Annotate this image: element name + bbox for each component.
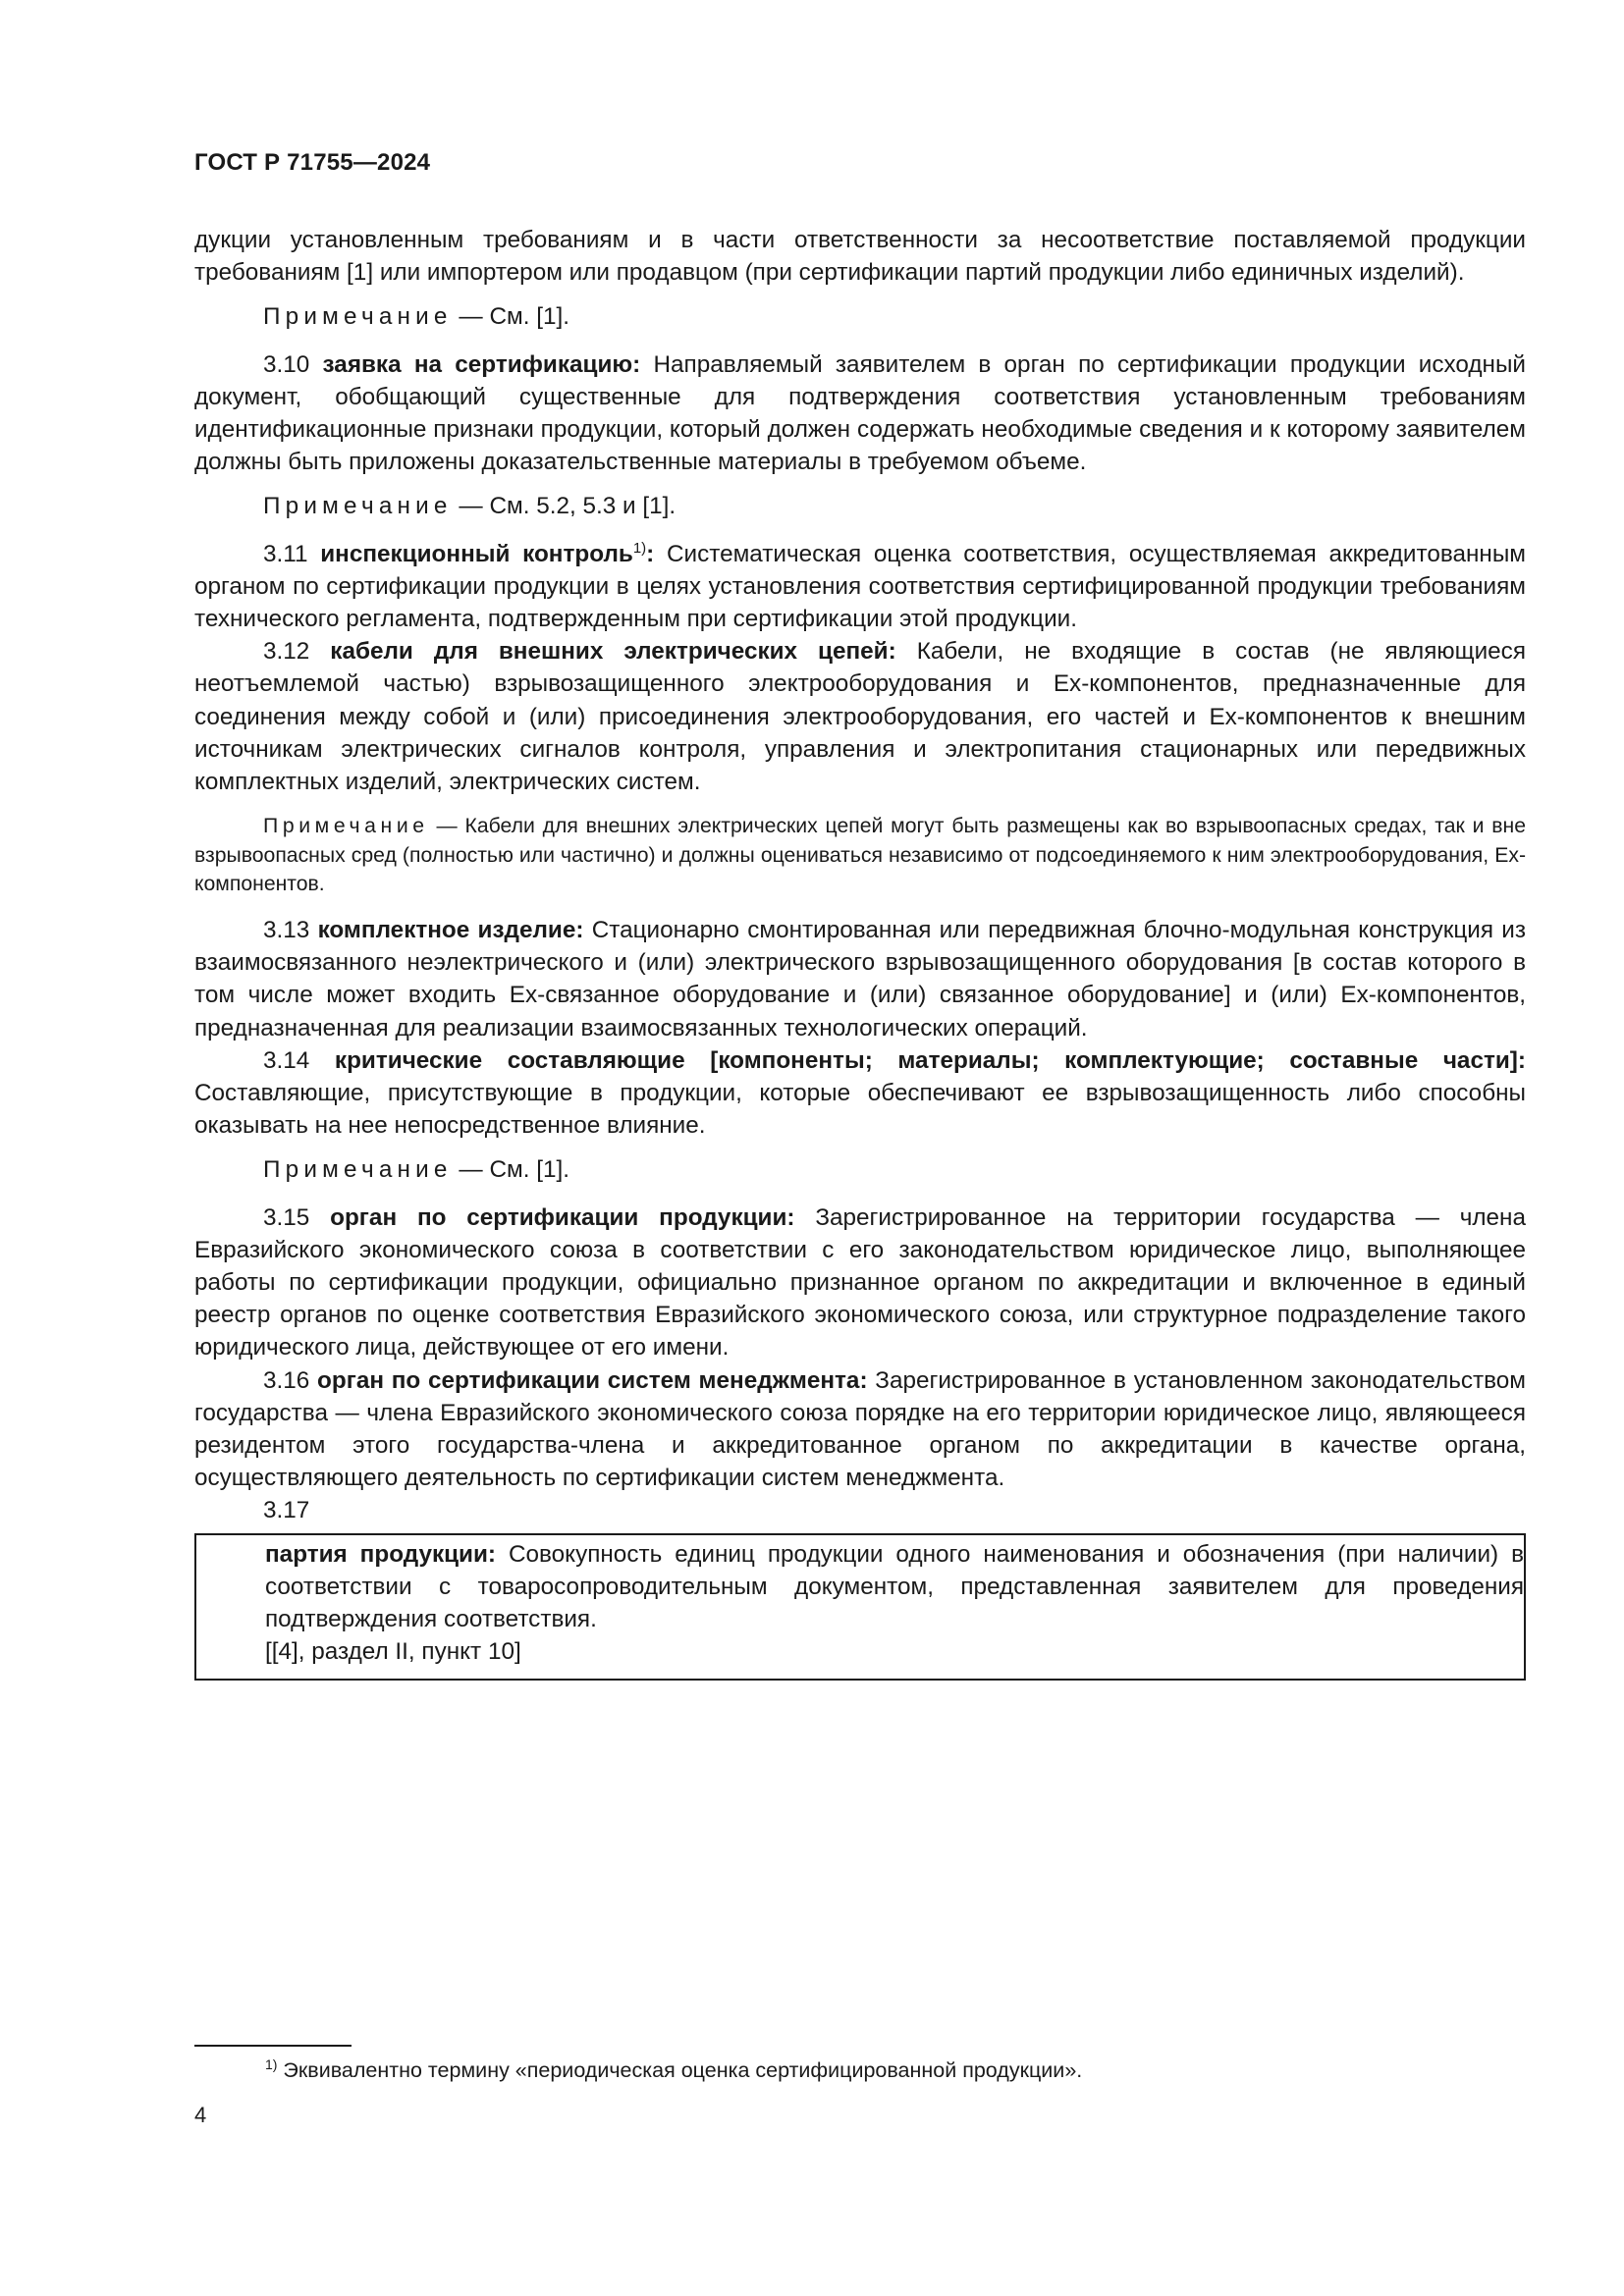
term-definition: Стационарно смонтированная или передвижная блочно-модульная конструкция из взаимосвязанного неэлектрического и (или) электрического взрывозащищенного оборудования [в состав которого в том числе может входить Ex-связанное оборудование и (или) связанное оборудование] и (или) Ex-компонентов, предназначенная для реализации взаимосвязанных технологических операций.	[194, 917, 1526, 1041]
term-3-12	[194, 635, 1526, 798]
term-3-11	[194, 538, 1526, 636]
term-name: партия продукции:	[265, 1540, 497, 1568]
term-colon: :	[646, 540, 655, 567]
note-text: — См. [1].	[459, 1156, 569, 1184]
term-source-reference: [[4], раздел II, пункт 10]	[265, 1638, 521, 1666]
term-3-17	[265, 1538, 1524, 1636]
term-number: 3.11	[263, 540, 308, 567]
term-number: 3.16	[263, 1366, 310, 1394]
term-name: кабели для внешних электрических цепей:	[330, 638, 896, 666]
term-number: 3.13	[263, 917, 310, 944]
note-label: Примечание	[263, 1156, 453, 1184]
term-3-16	[194, 1364, 1526, 1495]
term-name: заявка на сертификацию:	[322, 350, 641, 378]
term-name: орган по сертификации систем менеджмента:	[317, 1366, 868, 1394]
note-text: — См. [1].	[459, 303, 569, 331]
note-label: Примечание	[263, 303, 453, 331]
term-definition: Составляющие, присутствующие в продукции, которые обеспечивают ее взрывозащищенность либо способны оказывать на нее непосредственное влияние.	[194, 1080, 1526, 1140]
term-number: 3.15	[263, 1203, 310, 1231]
term-3-15	[194, 1201, 1526, 1364]
term-definition: Систематическая оценка соответствия, осуществляемая аккредитованным органом по сертификации продукции в целях установления соответствия сертифицированной продукции требованиям технического регламента, подтвержденным при сертификации этой продукции.	[194, 540, 1526, 633]
term-definition: Направляемый заявителем в орган по сертификации продукции исходный документ, обобщающий существенные для подтверждения соответствия установленным требованиям идентификационные признаки продукции, который должен содержать необходимые сведения и к которому заявителем должны быть приложены доказательственные материалы в требуемом объеме.	[194, 350, 1526, 476]
term-name: критические составляющие [компоненты; материалы; комплектующие; составные части]:	[334, 1046, 1526, 1074]
document-header: ГОСТ Р 71755—2024	[194, 149, 431, 176]
term-name: инспекционный контроль	[320, 540, 633, 567]
intro-paragraph: дукции установленным требованиям и в части ответственности за несоответствие поставляемой продукции требованиям [1] или импортером или продавцом (при сертификации партий продукции либо единичных изделий).	[194, 227, 1526, 287]
term-number: 3.14	[263, 1046, 310, 1074]
note-4	[194, 1153, 1526, 1186]
footnote-text: Эквивалентно термину «периодическая оценка сертифицированной продукции».	[277, 2058, 1083, 2082]
term-3-17-number: 3.17	[263, 1497, 310, 1524]
footnote-reference: 1)	[632, 539, 647, 557]
note-3	[194, 812, 1526, 899]
note-1	[194, 300, 1526, 333]
note-label: Примечание	[263, 815, 429, 838]
term-definition: Совокупность единиц продукции одного наименования и обозначения (при наличии) в соответствии с товаросопроводительным документом, представленная заявителем для проведения подтверждения соответствия.	[265, 1540, 1524, 1633]
footnote-mark: 1)	[265, 2056, 278, 2072]
note-2	[194, 490, 1526, 522]
note-text: — Кабели для внешних электрических цепей могут быть размещены как во взрывоопасных средах, так и вне взрывоопасных сред (полностью или частично) и должны оцениваться независимо от подсоединяемого к ним электрооборудования, Ex-компонентов.	[194, 815, 1526, 896]
footnote	[265, 2056, 1082, 2085]
term-3-13	[194, 914, 1526, 1044]
term-definition: Кабели, не входящие в состав (не являющиеся неотъемлемой частью) взрывозащищенного электрооборудования и Ex-компонентов, предназначенные для соединения между собой и (или) присоединения электрооборудования, его частей и Ex-компонентов к внешним источникам электрических сигналов контроля, управления и электропитания стационарных или передвижных комплектных изделий, электрических систем.	[194, 638, 1526, 796]
page-number: 4	[194, 2103, 207, 2127]
term-3-17-box	[194, 1533, 1526, 1681]
note-text: — См. 5.2, 5.3 и [1].	[459, 493, 677, 520]
term-3-10	[194, 348, 1526, 479]
term-definition: Зарегистрированное в установленном законодательством государства — члена Евразийского экономического союза порядке на его территории юридическое лицо, являющееся резидентом этого государства-члена и аккредитованное органом по аккредитации в качестве органа, осуществляющего деятельность по сертификации систем менеджмента.	[194, 1366, 1526, 1492]
term-definition: Зарегистрированное на территории государства — члена Евразийского экономического союза в соответствии с его законодательством юридическое лицо, выполняющее работы по сертификации продукции, официально признанное органом по аккредитации и включенное в единый реестр органов по оценке соответствия Евразийского экономического союза, или структурное подразделение такого юридического лица, действующее от его имени.	[194, 1203, 1526, 1362]
term-3-14	[194, 1044, 1526, 1143]
term-name: комплектное изделие:	[317, 917, 584, 944]
term-number: 3.10	[263, 350, 310, 378]
document-body	[194, 224, 1526, 1681]
term-name: орган по сертификации продукции:	[330, 1203, 795, 1231]
note-label: Примечание	[263, 493, 453, 520]
footnote-separator	[194, 2045, 352, 2047]
term-number: 3.12	[263, 638, 310, 666]
